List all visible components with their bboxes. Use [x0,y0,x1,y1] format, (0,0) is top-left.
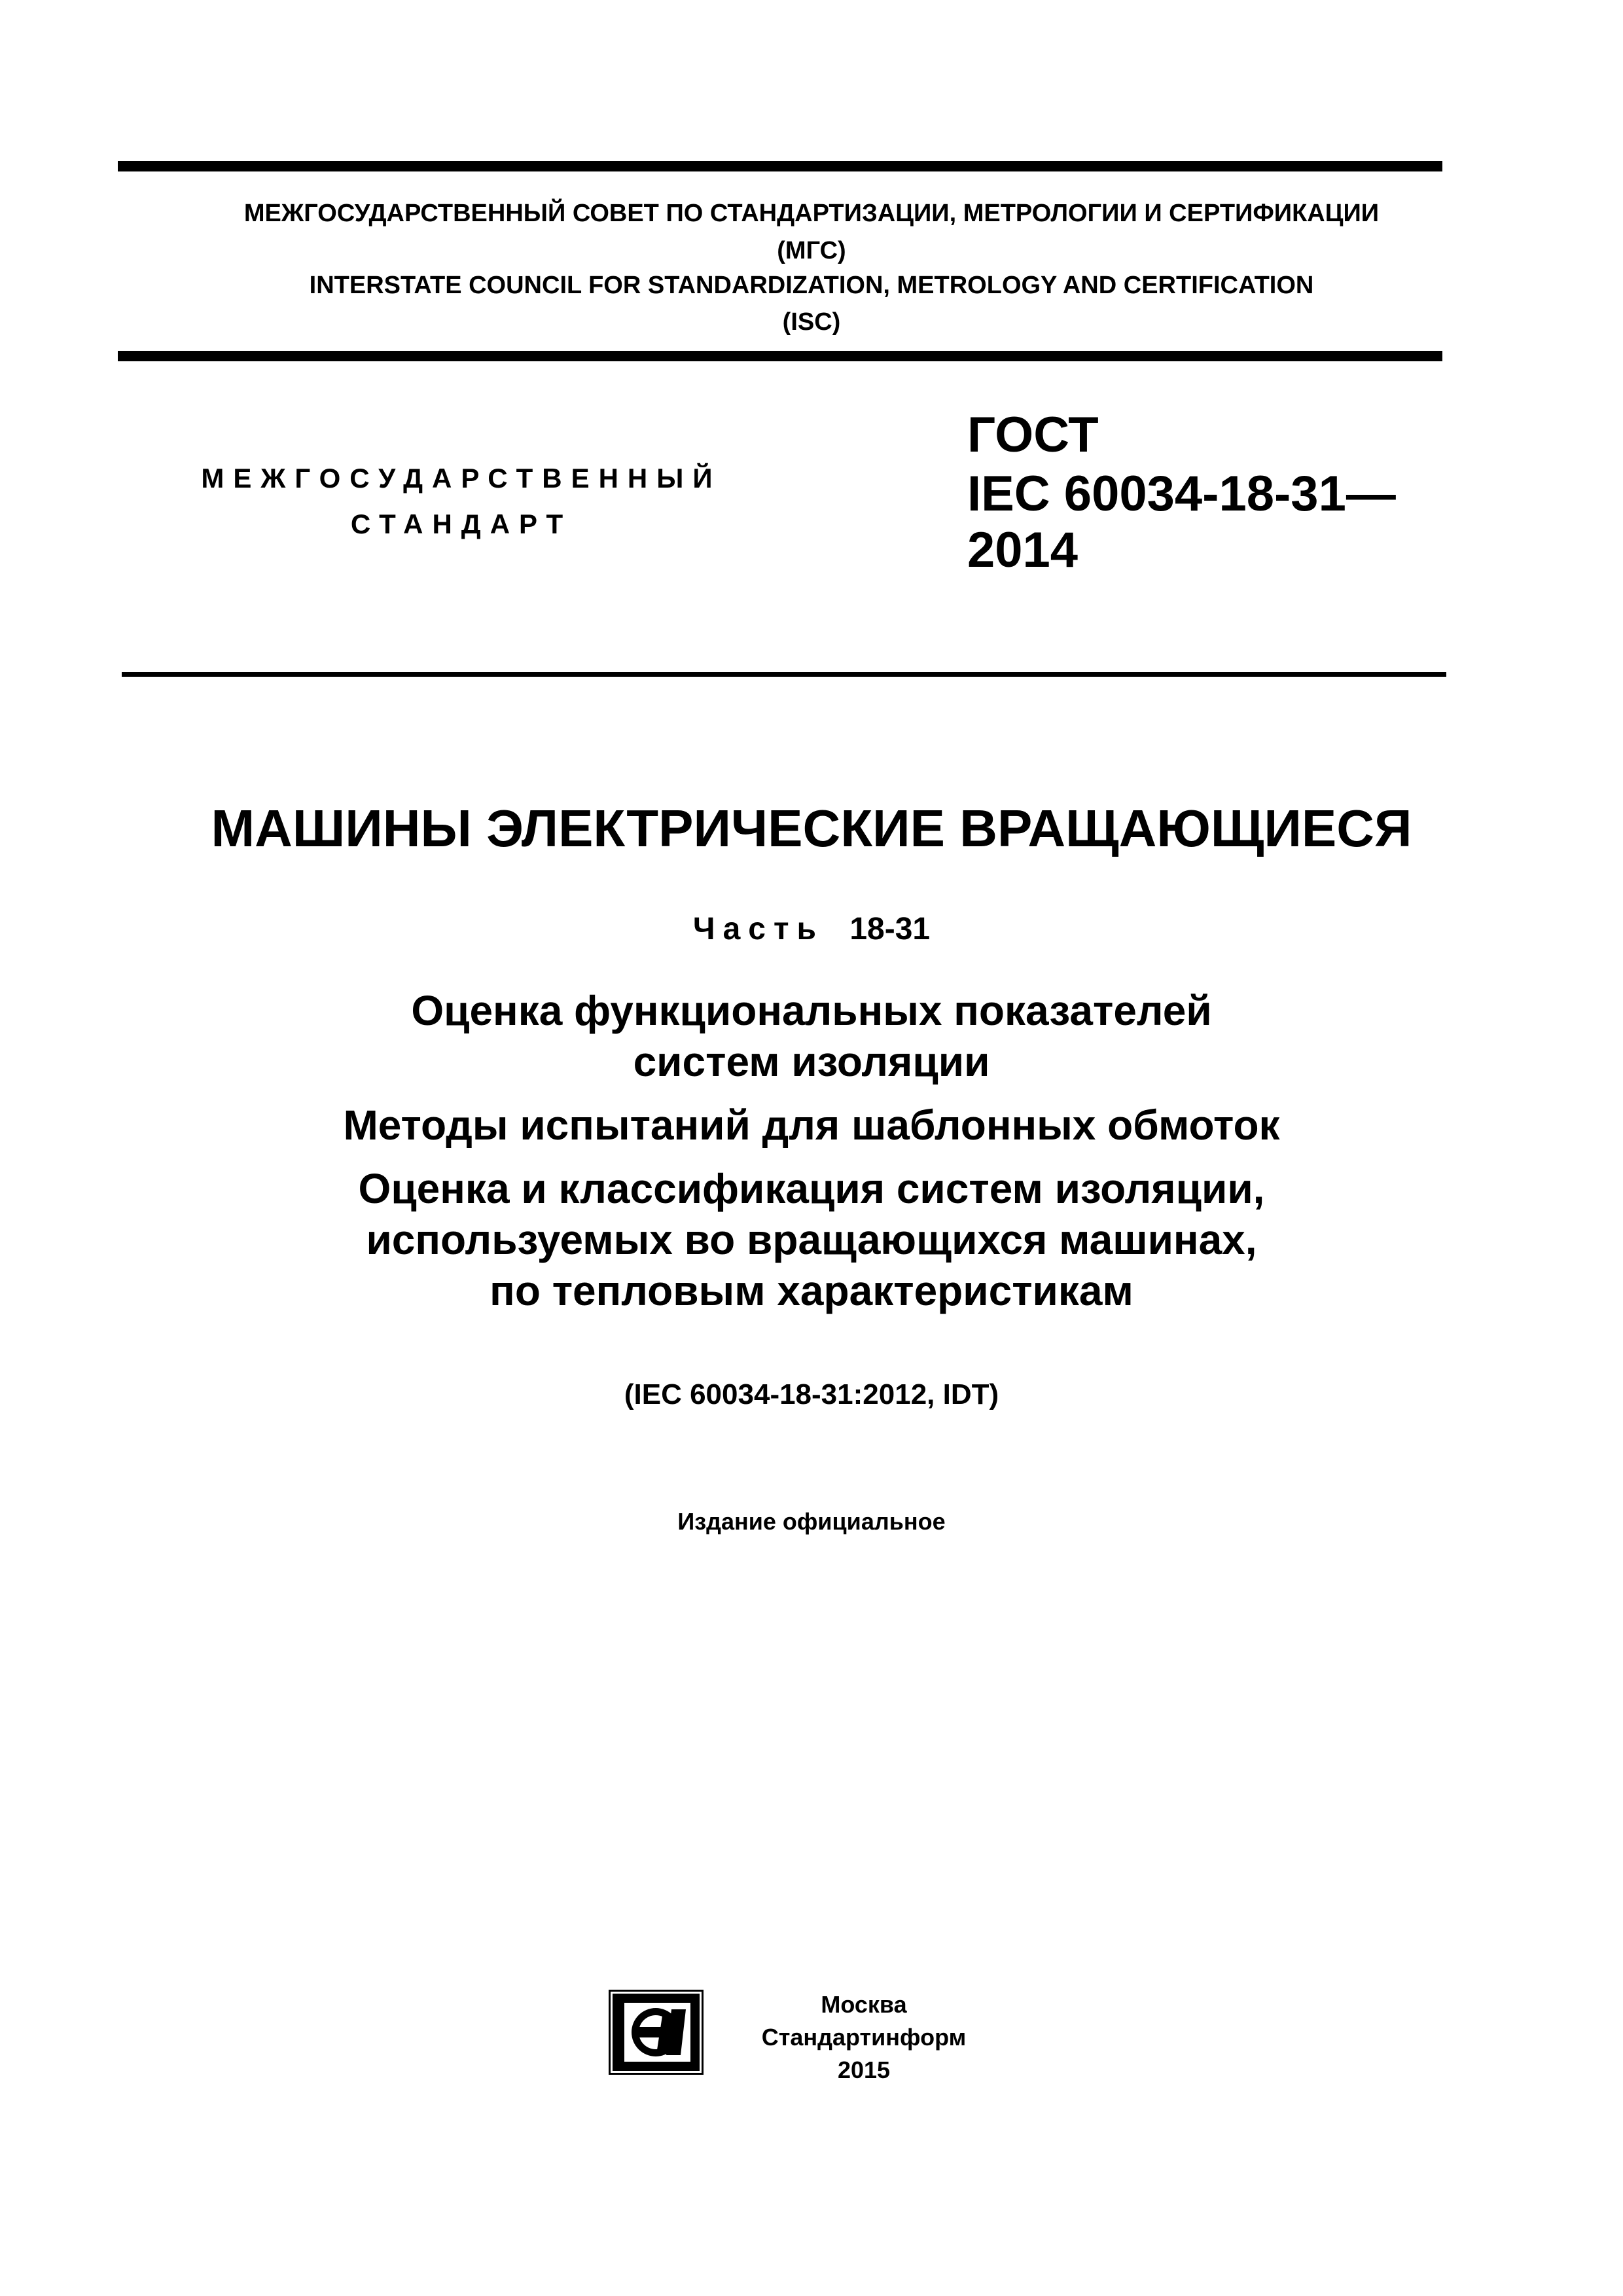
iec-reference: (IEC 60034-18-31:2012, IDT) [624,1378,999,1410]
council-name-en: INTERSTATE COUNCIL FOR STANDARDIZATION, METROLOGY AND CERTIFICATION [309,272,1314,299]
top-rule [118,161,1442,171]
subtitle-line-2: систем изоляции [633,1038,990,1085]
standard-type-line1: МЕЖГОСУДАРСТВЕННЫЙ [201,463,722,493]
subtitle-line-5: используемых во вращающихся машинах, [366,1216,1257,1263]
designation-rule [122,672,1446,677]
publisher-city: Москва [821,1991,907,2018]
publisher-year: 2015 [837,2056,891,2083]
council-abbr-ru: (МГС) [777,237,846,264]
header-bottom-rule [118,351,1442,361]
subtitle-line-4: Оценка и классификация систем изоляции, [358,1165,1265,1212]
designation-number: IEC 60034-18-31— [967,466,1396,522]
designation-gost: ГОСТ [967,407,1099,463]
part-number: 18-31 [849,912,931,946]
standartinform-logo-icon [609,1990,704,2075]
standard-type-line2: СТАНДАРТ [350,509,573,539]
council-name-ru: МЕЖГОСУДАРСТВЕННЫЙ СОВЕТ ПО СТАНДАРТИЗАЦИИ, МЕТРОЛОГИИ И СЕРТИФИКАЦИИ [243,200,1380,227]
council-abbr-en: (ISC) [782,308,841,336]
edition-label: Издание официальное [677,1508,946,1535]
main-title: МАШИНЫ ЭЛЕКТРИЧЕСКИЕ ВРАЩАЮЩИЕСЯ [211,799,1412,857]
part-label [0,911,1623,947]
subtitle-line-3: Методы испытаний для шаблонных обмоток [343,1102,1280,1149]
publisher-name: Стандартинформ [761,2024,967,2051]
part-word: Часть [692,912,825,946]
designation-year: 2014 [967,522,1079,578]
subtitle-line-1: Оценка функциональных показателей [411,987,1212,1034]
subtitle-line-6: по тепловым характеристикам [490,1267,1133,1314]
